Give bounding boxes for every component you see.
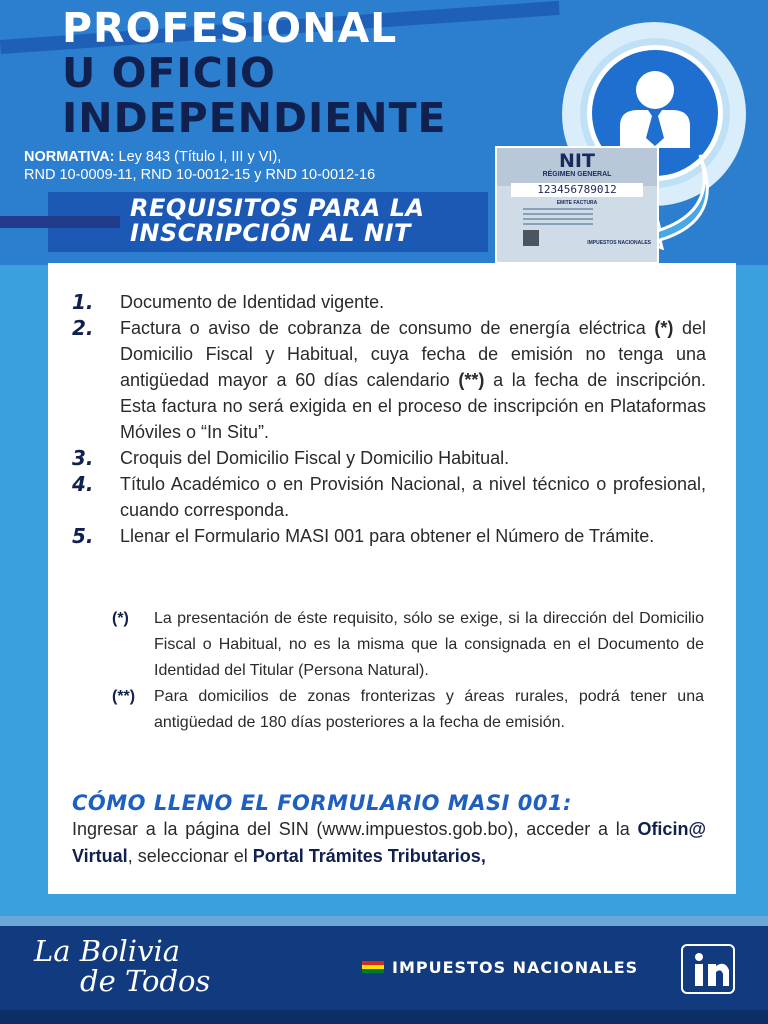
title-line-3: INDEPENDIENTE [62, 94, 447, 142]
list-item [72, 289, 706, 315]
footnote-mark: (**) [112, 688, 136, 705]
impuestos-logo-icon [681, 944, 735, 994]
title-line-2: U OFICIO [62, 49, 276, 97]
footnote-text: Para domicilios de zonas fronterizas y áreas rurales, podrá tener una antigüedad de 180 días posteriores a la fecha de emisión. [154, 688, 704, 731]
nit-card-number: 123456789012 [511, 183, 643, 197]
normativa [24, 148, 375, 184]
item-text: Título Académico o en Provisión Nacional, a nivel técnico o profesional, cuando corresponda. [120, 474, 706, 520]
footnote-text: La presentación de éste requisito, sólo se exige, si la dirección del Domicilio Fiscal o Habitual, no es la misma que la consignada en el Documento de Identidad del Titular (Persona Natural). [154, 610, 704, 679]
footnote [112, 606, 704, 684]
item-text: Llenar el Formulario MASI 001 para obtener el Número de Trámite. [120, 526, 655, 546]
nit-card-emite: EMITE FACTURA [556, 200, 598, 206]
nit-card [495, 146, 659, 264]
nit-card-photo [523, 230, 539, 246]
item-text: Croquis del Domicilio Fiscal y Domicilio Habitual. [120, 448, 510, 468]
oficina-virtual-link: Oficin@ Virtual [72, 819, 706, 866]
footnote-mark: (*) [112, 610, 129, 627]
item-text: Factura o aviso de cobranza de consumo de energía eléctrica (*) del Domicilio Fiscal y Habitual, cuya fecha de emisión no tenga una antigüedad mayor a 60 días calendario (**) a la fecha de inscripción. Esta factura no será exigida en el proceso de inscripción en Plataformas Móviles o “In Situ”. [120, 318, 706, 442]
nit-card-regimen: RÉGIMEN GENERAL [542, 171, 612, 178]
nit-card-header [497, 148, 657, 186]
slogan [34, 936, 210, 996]
footnote [112, 684, 704, 736]
item-number: 2. [72, 316, 94, 340]
footnotes [112, 606, 704, 736]
slogan-line-2: de Todos [80, 964, 211, 998]
footer-divider [0, 916, 768, 926]
bolivia-flag-icon [362, 961, 384, 973]
como-heading: CÓMO LLENO EL FORMULARIO MASI 001: [72, 791, 572, 815]
nit-card-lines [523, 208, 593, 228]
normativa-line-1: Ley 843 (Título I, III y VI), [114, 149, 282, 165]
footer-bottom-bar [0, 1010, 768, 1024]
page-title [62, 6, 447, 141]
item-number: 3. [72, 446, 94, 470]
requisitos-line-1: REQUISITOS PARA LA [130, 194, 425, 222]
item-number: 4. [72, 472, 94, 496]
list-item [72, 523, 706, 549]
requisitos-accent-bar [0, 216, 120, 228]
item-number: 5. [72, 524, 94, 548]
requirements-list [72, 289, 706, 549]
item-number: 1. [72, 290, 94, 314]
requisitos-line-2: INSCRIPCIÓN AL NIT [130, 219, 411, 247]
list-item [72, 471, 706, 523]
como-instructions: Ingresar a la página del SIN (www.impuestos.gob.bo), acceder a la Oficin@ Virtual, seleccionar el Portal Trámites Tributarios, [72, 819, 706, 866]
portal-tramites-link: Portal Trámites Tributarios, [252, 846, 486, 866]
requisitos-heading [130, 196, 425, 246]
nit-card-title: NIT [559, 150, 595, 172]
title-line-1: PROFESIONAL [62, 4, 398, 52]
list-item [72, 315, 706, 445]
nit-card-brand: IMPUESTOS NACIONALES [587, 240, 651, 246]
normativa-line-2: RND 10-0009-11, RND 10-0012-15 y RND 10-0012-16 [24, 167, 376, 183]
normativa-label: NORMATIVA: [24, 149, 115, 165]
slogan-line-1: La Bolivia [34, 934, 181, 968]
agency-name: IMPUESTOS NACIONALES [392, 958, 639, 977]
item-text: Documento de Identidad vigente. [120, 292, 385, 312]
list-item [72, 445, 706, 471]
